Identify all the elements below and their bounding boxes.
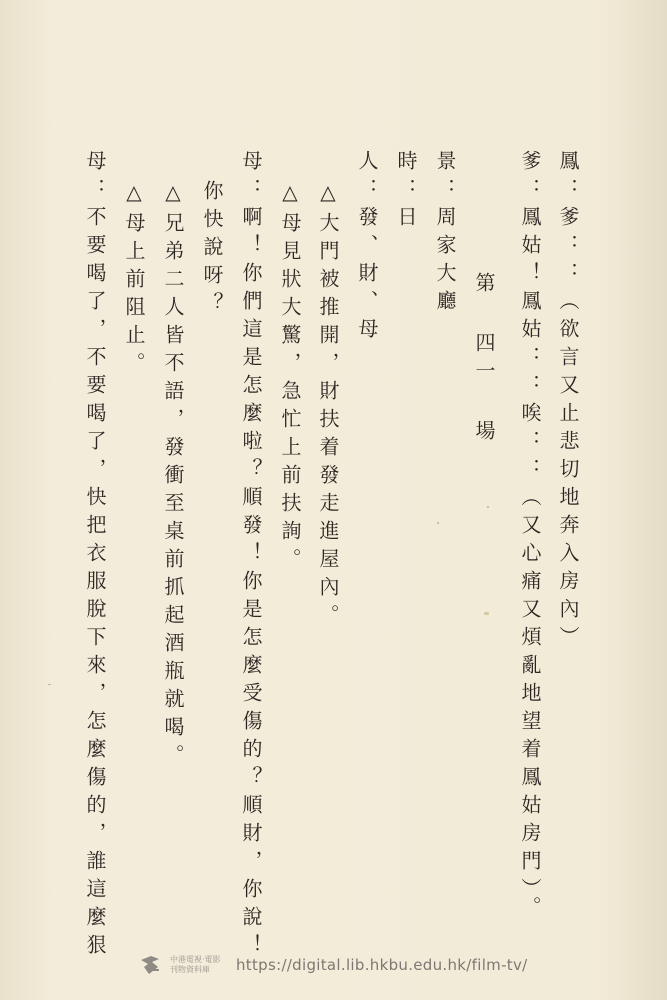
script-line: 人：發、財、母 (355, 150, 379, 346)
script-line: 母：啊！你們這是怎麼啦？順發！你是怎麼受傷的？順財，你說！ (239, 150, 263, 962)
logo-wordmark (170, 955, 228, 975)
logo-name-line2: 刊物資料庫 (170, 965, 210, 974)
paper-speck (437, 522, 439, 524)
script-line: 時：日 (394, 150, 418, 234)
paper-speck (487, 506, 489, 508)
scene-heading: 第 四一 場 (472, 272, 496, 448)
script-line: 景：周家大廳 (433, 150, 457, 318)
script-line: △母見狀大驚，急忙上前扶詢。 (278, 180, 302, 576)
script-line: △兄弟二人皆不語，發衝至桌前抓起酒瓶就喝。 (161, 180, 185, 772)
logo-name-line1: 中港電視·電影 (170, 955, 221, 964)
script-line: 母：不要喝了，不要喝了，快把衣服脫下來，怎麼傷的，誰這麼狠 (83, 150, 107, 962)
script-line: △母上前阻止。 (122, 180, 146, 380)
library-logo-icon (138, 953, 162, 977)
script-line: 你快說呀？ (200, 180, 224, 320)
paper-speck (484, 612, 489, 615)
source-url-link[interactable]: https://digital.lib.hkbu.edu.hk/film-tv/ (236, 956, 528, 974)
script-line: △大門被推開，財扶着發走進屋內。 (316, 180, 340, 632)
script-line: 爹：鳳姑！鳳姑：：唉：：（又心痛又煩亂地望着鳳姑房門）。 (518, 150, 542, 924)
script-line: 鳳：爹：：（欲言又止悲切地奔入房內） (556, 150, 580, 654)
footer-watermark (138, 950, 528, 980)
paper-speck (48, 684, 51, 685)
